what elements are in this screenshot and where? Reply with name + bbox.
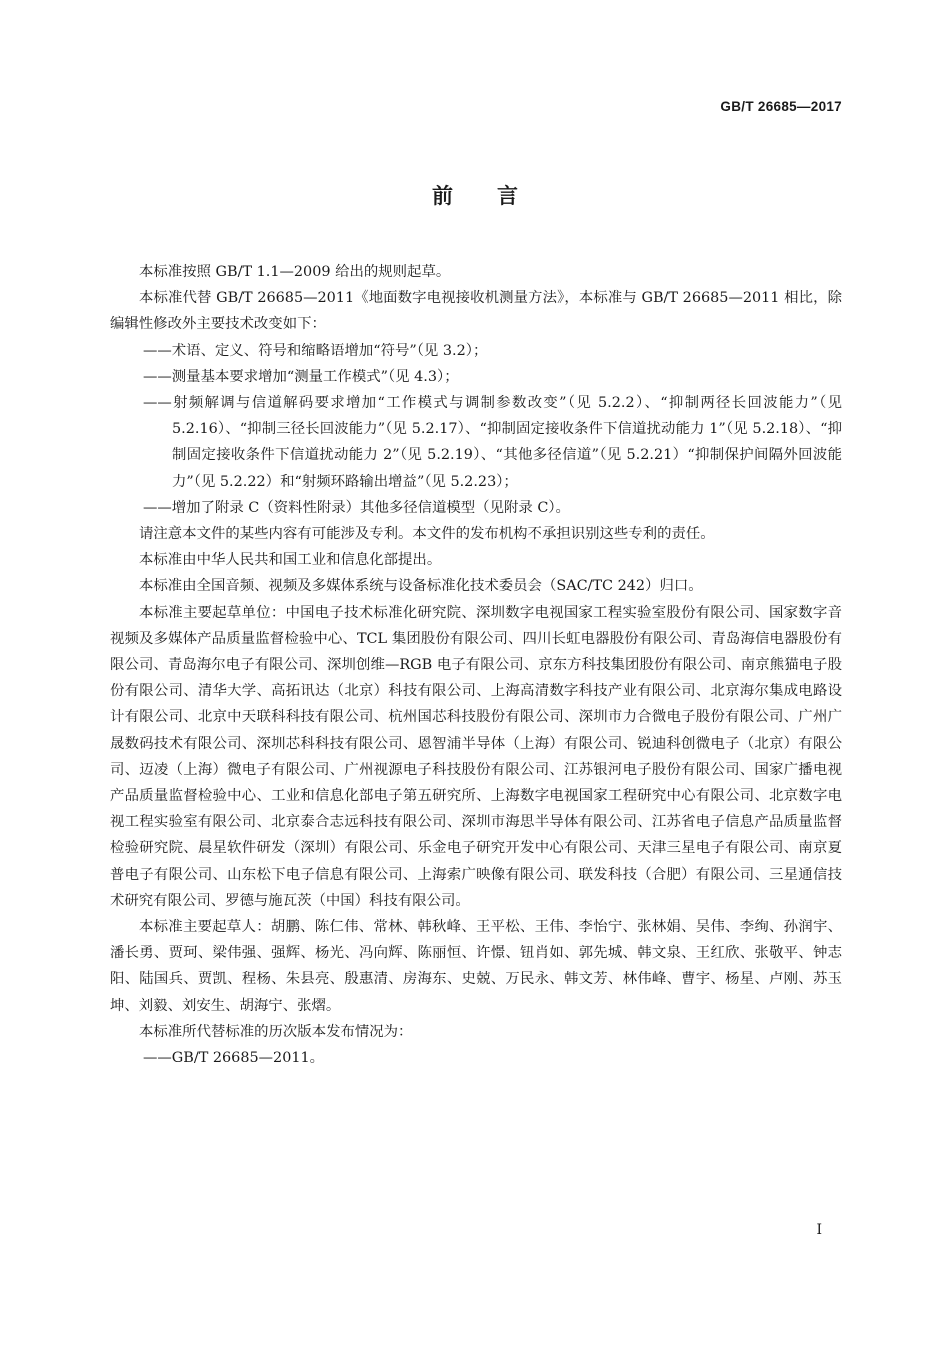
- document-body: [110, 259, 842, 1071]
- patent-notice-paragraph: 请注意本文件的某些内容有可能涉及专利。本文件的发布机构不承担识别这些专利的责任。: [139, 526, 715, 543]
- drafting-rule-paragraph: 本标准按照 GB/T 1.1—2009 给出的规则起草。: [139, 264, 451, 280]
- change-item: ——测量基本要求增加“测量工作模式”（见 4.3）；: [143, 368, 459, 385]
- replacement-paragraph: 本标准代替 GB/T 26685—2011《地面数字电视接收机测量方法》，本标准与 GB/T 26685—2011 相比，除编辑性修改外主要技术改变如下：: [110, 290, 842, 333]
- standard-code: GB/T 26685—2017: [720, 99, 842, 114]
- page-title: 前言: [432, 184, 562, 208]
- page-number: I: [816, 1222, 822, 1238]
- committee-paragraph: 本标准由全国音频、视频及多媒体系统与设备标准化技术委员会（SAC/TC 242）归口。: [139, 578, 703, 595]
- change-item: ——射频解调与信道解码要求增加“工作模式与调制参数改变”（见 5.2.2）、“抑制两径长回波能力”（见 5.2.16）、“抑制三径长回波能力”（见 5.2.17）、“抑制固定接收条件下信道扰动能力 1”（见 5.2.18）、“抑制固定接收条件下信道扰动能力 2”（见 5.2.19）、“其他多径信道”（见 5.2.21）“抑制保护间隔外回波能力”（见 5.2.22）和“射频环路输出增益”（见 5.2.23）；: [143, 395, 842, 490]
- drafting-units-paragraph: 本标准主要起草单位：中国电子技术标准化研究院、深圳数字电视国家工程实验室股份有限公司、国家数字音视频及多媒体产品质量监督检验中心、TCL 集团股份有限公司、四川长虹电器股份有限公司、青岛海信电器股份有限公司、青岛海尔电子有限公司、深圳创维—RGB 电子有限公司、京东方科技集团股份有限公司、南京熊猫电子股份有限公司、清华大学、高拓讯达（北京）科技有限公司、上海高清数字科技产业有限公司、北京海尔集成电路设计有限公司、北京中天联科科技有限公司、杭州国芯科技股份有限公司、深圳市力合微电子股份有限公司、广州广晟数码技术有限公司、深圳芯科科技有限公司、恩智浦半导体（上海）有限公司、锐迪科创微电子（北京）有限公司、迈凌（上海）微电子有限公司、广州视源电子科技股份有限公司、江苏银河电子股份有限公司、国家广播电视产品质量监督检验中心、工业和信息化部电子第五研究所、上海数字电视国家工程研究中心有限公司、北京数字电视工程实验室有限公司、北京泰合志远科技有限公司、深圳市海思半导体有限公司、江苏省电子信息产品质量监督检验研究院、晨星软件研发（深圳）有限公司、乐金电子研究开发中心有限公司、天津三星电子有限公司、南京夏普电子有限公司、山东松下电子信息有限公司、上海索广映像有限公司、联发科技（合肥）有限公司、三星通信技术研究有限公司、罗德与施瓦茨（中国）科技有限公司。: [110, 604, 842, 909]
- change-item: ——术语、定义、符号和缩略语增加“符号”（见 3.2）；: [143, 342, 488, 359]
- history-intro-paragraph: 本标准所代替标准的历次版本发布情况为：: [139, 1023, 413, 1040]
- proposer-paragraph: 本标准由中华人民共和国工业和信息化部提出。: [139, 552, 442, 569]
- history-item: ——GB/T 26685—2011。: [143, 1050, 325, 1067]
- change-item: ——增加了附录 C（资料性附录）其他多径信道模型（见附录 C）。: [143, 499, 570, 516]
- drafters-paragraph: 本标准主要起草人：胡鹏、陈仁伟、常林、韩秋峰、王平松、王伟、李怡宁、张林娟、吴伟、李绚、孙润宇、潘长勇、贾珂、梁伟强、强辉、杨光、冯向辉、陈丽恒、许憬、钮肖如、郭先城、韩文泉、王红欣、张敬平、钟志阳、陆国兵、贾凯、程杨、朱县亮、殷惠清、房海东、史兢、万民永、韩文芳、林伟峰、曹宇、杨星、卢刚、苏玉坤、刘毅、刘安生、胡海宁、张熠。: [110, 919, 842, 1014]
